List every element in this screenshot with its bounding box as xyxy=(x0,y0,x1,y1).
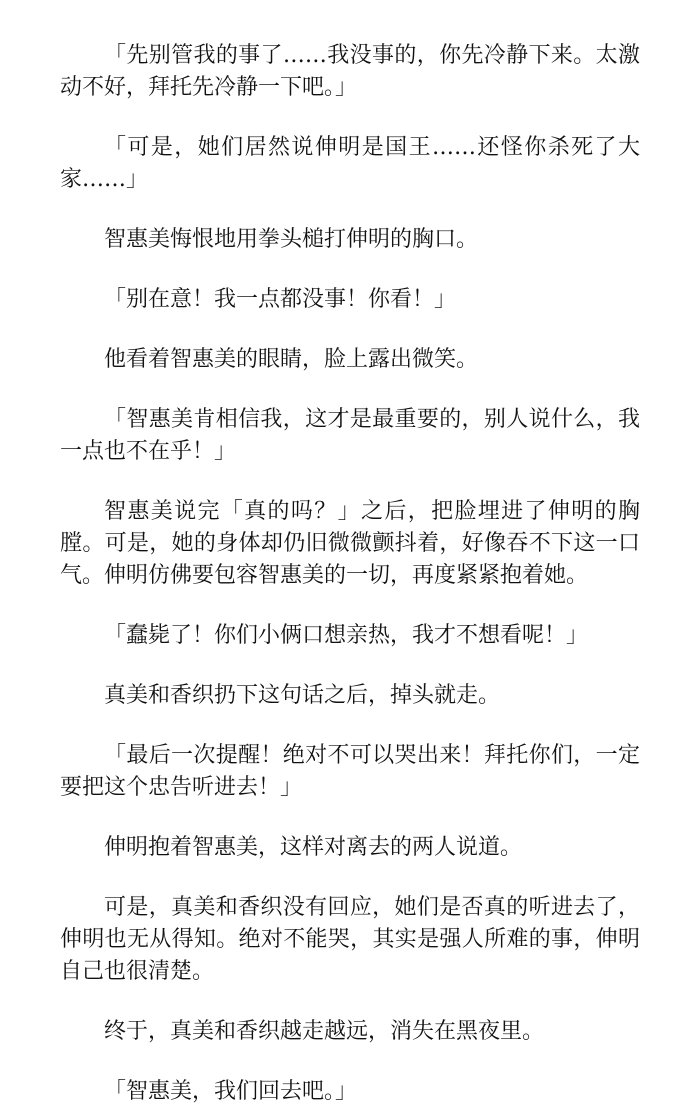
paragraph-1: 「先别管我的事了……我没事的，你先冷静下来。太激动不好，拜托先冷静一下吧。」 xyxy=(60,43,640,100)
paragraph-6: 「智惠美肯相信我，这才是最重要的，别人说什么，我一点也不在乎！」 xyxy=(60,407,640,464)
paragraph-13: 终于，真美和香织越走越远，消失在黑夜里。 xyxy=(104,1019,545,1044)
paragraph-2: 「可是，她们居然说伸明是国王……还怪你杀死了大家……」 xyxy=(60,135,640,192)
paragraph-4: 「别在意！我一点都没事！你看！」 xyxy=(104,287,457,312)
paragraph-8: 「蠢毙了！你们小俩口想亲热，我才不想看呢！」 xyxy=(104,623,589,648)
paragraph-12: 可是，真美和香织没有回应，她们是否真的听进去了，伸明也无从得知。绝对不能哭，其实是强人所难的事，伸明自己也很清楚。 xyxy=(60,895,640,984)
paragraph-3: 智惠美悔恨地用拳头槌打伸明的胸口。 xyxy=(104,227,479,252)
paragraph-10: 「最后一次提醒！绝对不可以哭出来！拜托你们，一定要把这个忠告听进去！」 xyxy=(60,743,640,800)
paragraph-9: 真美和香织扔下这句话之后，掉头就走。 xyxy=(104,683,501,708)
paragraph-7: 智惠美说完「真的吗？」之后，把脸埋进了伸明的胸膛。可是，她的身体却仍旧微微颤抖着，好像吞不下这一口气。伸明仿佛要包容智惠美的一切，再度紧紧抱着她。 xyxy=(60,499,640,588)
paragraph-14: 「智惠美，我们回去吧。」 xyxy=(104,1079,358,1104)
paragraph-11: 伸明抱着智惠美，这样对离去的两人说道。 xyxy=(104,835,523,860)
paragraph-5: 他看着智惠美的眼睛，脸上露出微笑。 xyxy=(104,347,479,372)
